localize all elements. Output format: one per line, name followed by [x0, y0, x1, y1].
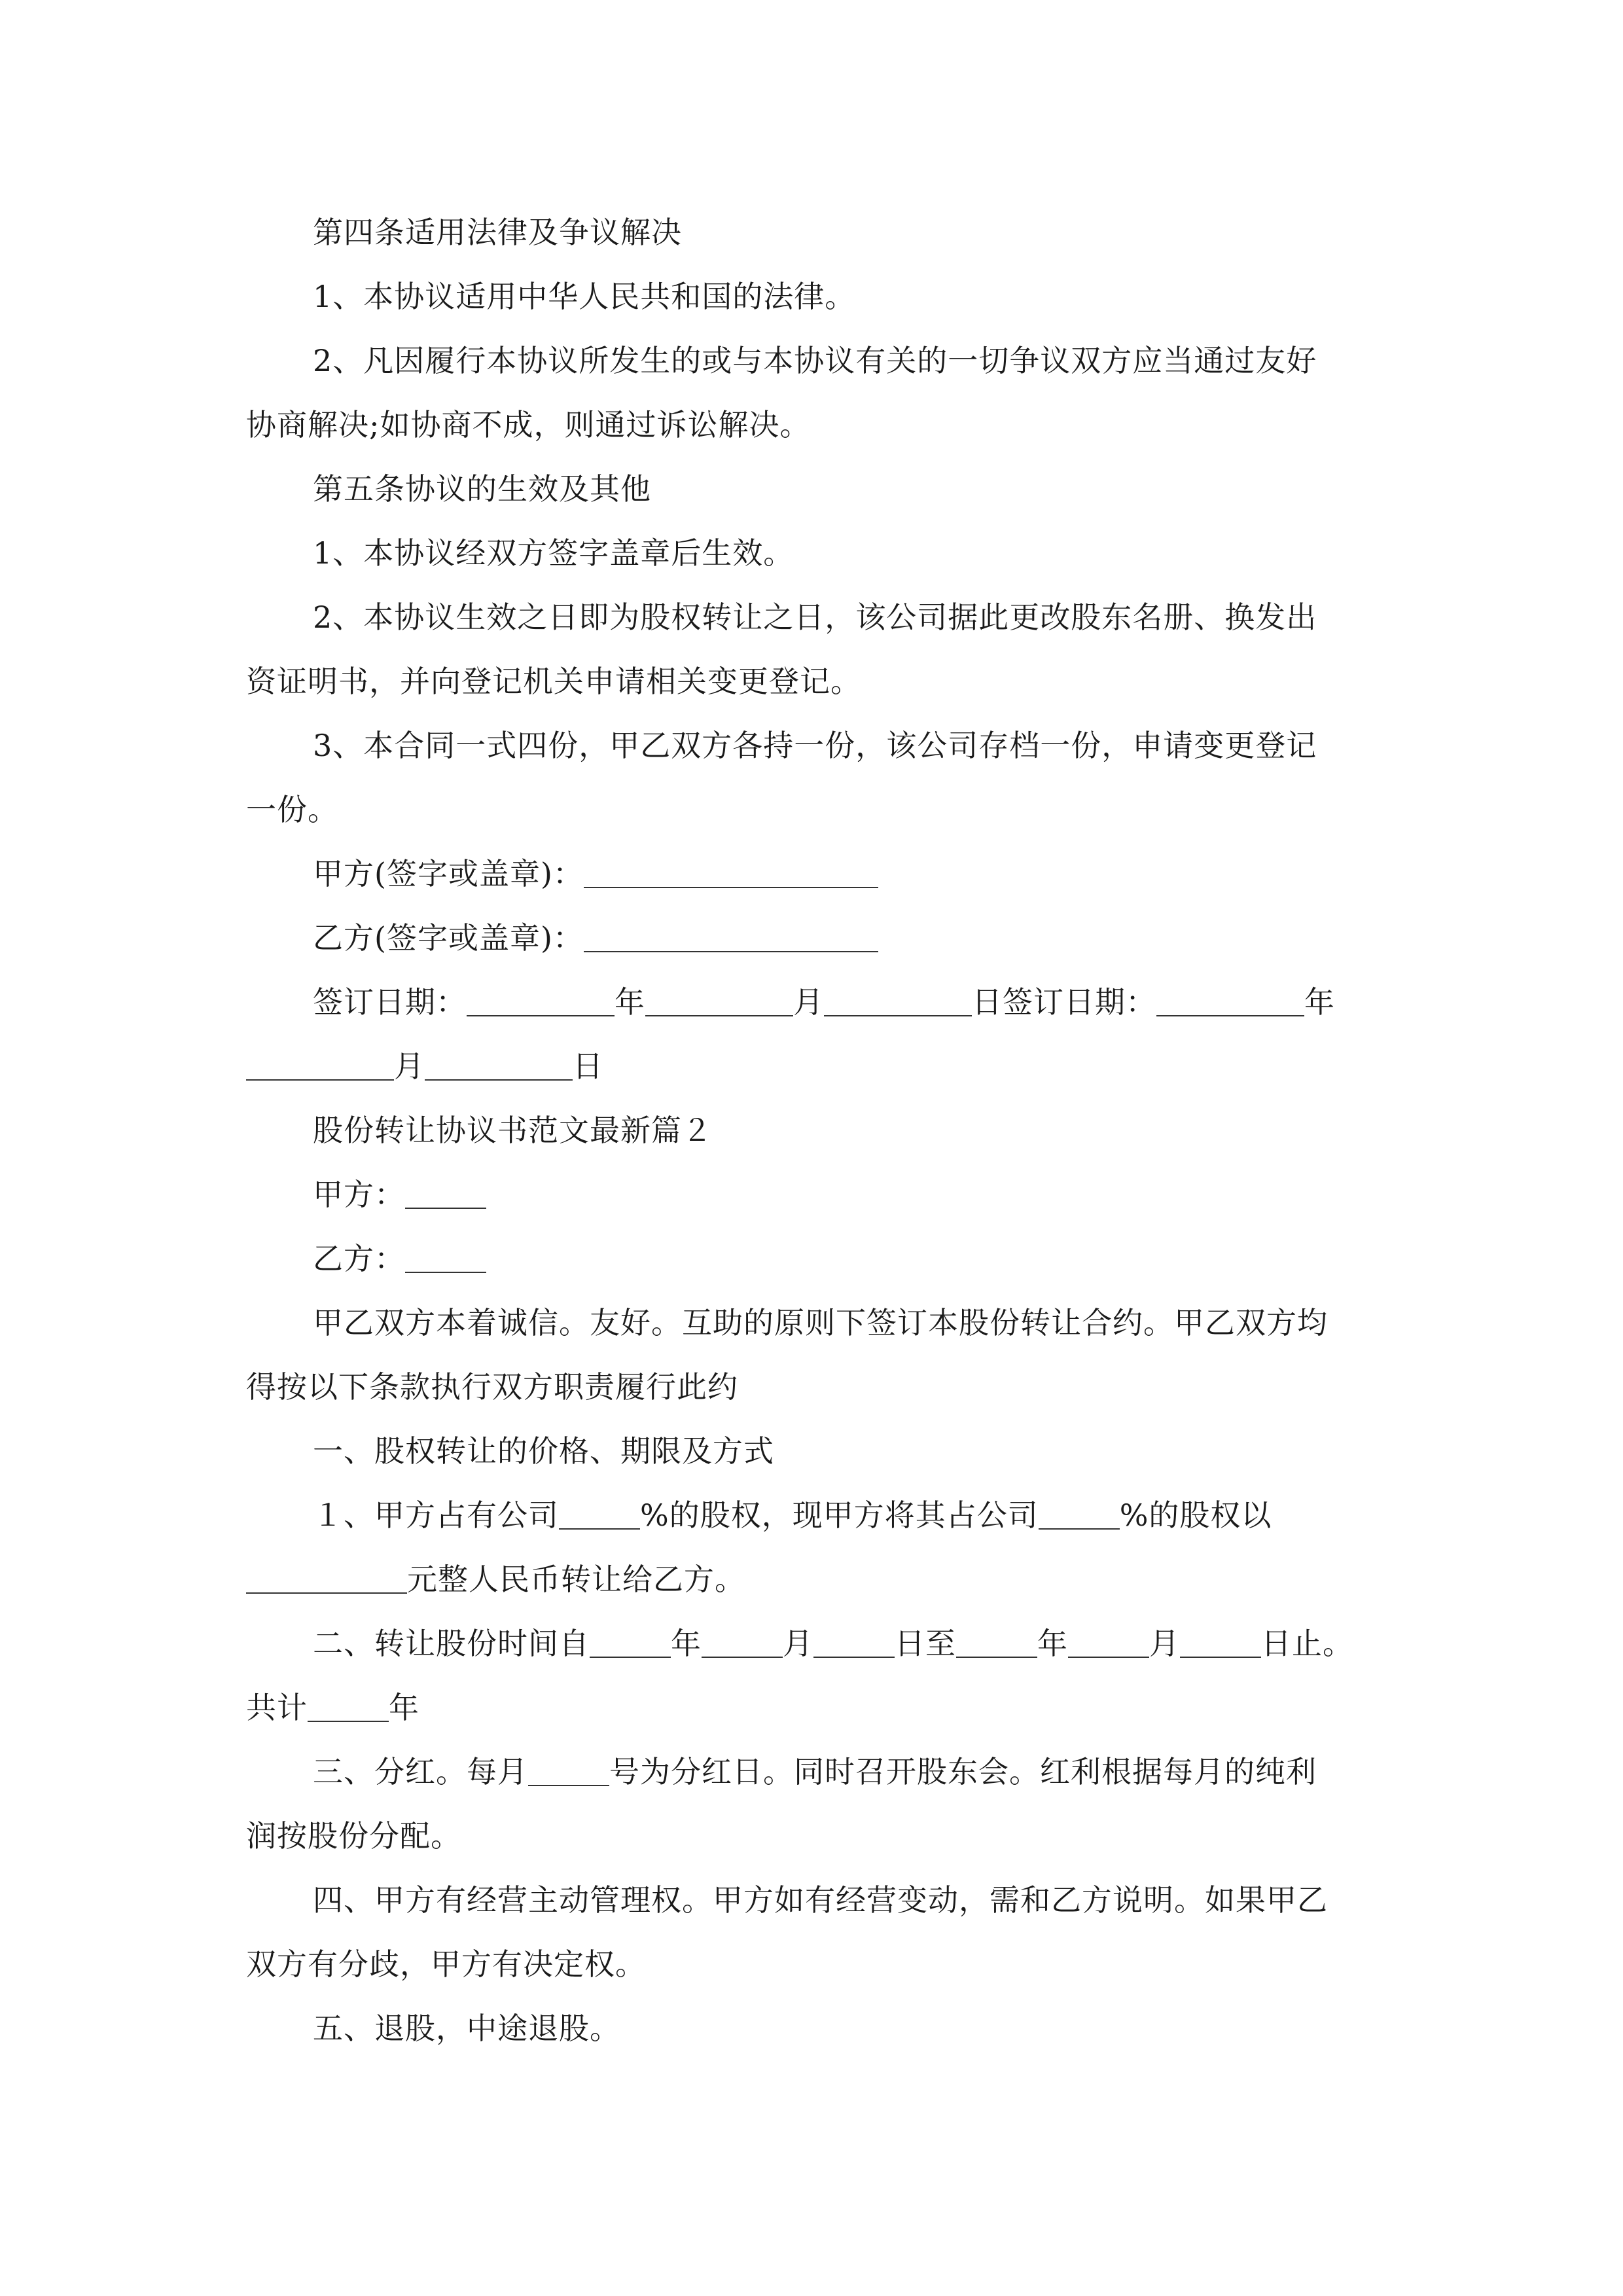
clause-2-text-1: 二、转让股份时间自	[313, 1626, 590, 1661]
day-label-1: 日	[972, 984, 1003, 1020]
dividend-day-blank[interactable]	[528, 1756, 609, 1786]
share-percent-blank-2[interactable]	[1039, 1499, 1120, 1530]
total-years-blank[interactable]	[308, 1692, 389, 1722]
section-2-intro-line-1: 甲乙双方本着诚信。友好。互助的原则下签订本股份转让合约。甲乙双方均	[313, 1305, 1328, 1340]
signing-date-month-blank-2[interactable]	[246, 1050, 394, 1081]
clause-5-row-1: 五、退股，中途退股。	[313, 2011, 620, 2046]
article-5-clause-2-line-2: 资证明书，并向登记机关申请相关变更登记。	[246, 664, 861, 699]
clause-3-text-1: 三、分红。每月	[313, 1754, 528, 1789]
clause-2-month-label-1: 月	[783, 1626, 813, 1661]
signing-date-label-2: 签订日期：	[1003, 984, 1156, 1020]
clause-4-row-2: 双方有分歧，甲方有决定权。	[246, 1946, 646, 1982]
signature-party-a-label: 甲方(签字或盖章)：	[313, 856, 584, 891]
clause-2-day-end-label: 日止。	[1261, 1626, 1353, 1661]
clause-2-year-label-1: 年	[671, 1626, 702, 1661]
price-amount-blank[interactable]	[246, 1564, 407, 1594]
month-label-2: 月	[394, 1049, 425, 1084]
clause-1-row-1	[246, 1483, 1381, 1547]
article-4-clause-2-line-2: 协商解决;如协商不成，则通过诉讼解决。	[246, 407, 811, 442]
clause-1-text-2: %的股权，现甲方将其占公司	[640, 1498, 1039, 1533]
article-5-clause-1: 1、本协议经双方签字盖章后生效。	[313, 535, 794, 571]
signing-date-label-1: 签订日期：	[313, 984, 467, 1020]
signing-date-day-blank-1[interactable]	[824, 986, 972, 1016]
section-2-title: 股份转让协议书范文最新篇２	[313, 1113, 713, 1148]
clause-2-year-label-3: 年	[389, 1690, 419, 1725]
end-year-blank[interactable]	[956, 1628, 1037, 1658]
section-2-party-b-label: 乙方：	[313, 1241, 405, 1276]
clause-4-row-1: 四、甲方有经营主动管理权。甲方如有经营变动，需和乙方说明。如果甲乙	[313, 1882, 1328, 1918]
clause-2-month-label-2: 月	[1149, 1626, 1180, 1661]
clause-3-text-2: 号为分红日。同时召开股东会。红利根据每月的纯利	[609, 1754, 1317, 1789]
article-4-title: 第四条适用法律及争议解决	[313, 215, 682, 250]
day-label-2: 日	[573, 1049, 603, 1084]
clause-1-text-1: １、甲方占有公司	[313, 1498, 559, 1533]
clause-1-row-2	[246, 1547, 1381, 1611]
article-5-title: 第五条协议的生效及其他	[313, 471, 651, 507]
month-label-1: 月	[793, 984, 824, 1020]
article-4-clause-2-line-1: 2、凡因履行本协议所发生的或与本协议有关的一切争议双方应当通过友好	[313, 343, 1317, 378]
article-5-clause-3-line-2: 一份。	[246, 792, 338, 827]
share-percent-blank-1[interactable]	[559, 1499, 640, 1530]
document-body	[246, 200, 1381, 2060]
clause-1-title: 一、股权转让的价格、期限及方式	[313, 1433, 774, 1469]
signing-date-month-blank-1[interactable]	[645, 986, 793, 1016]
section-2-intro-line-2: 得按以下条款执行双方职责履行此约	[246, 1369, 738, 1405]
start-day-blank[interactable]	[813, 1628, 895, 1658]
start-month-blank[interactable]	[702, 1628, 783, 1658]
signing-date-row	[246, 970, 1381, 1034]
end-month-blank[interactable]	[1068, 1628, 1149, 1658]
signature-party-b-blank[interactable]	[584, 922, 878, 952]
signing-date-year-blank-1[interactable]	[467, 986, 615, 1016]
signature-party-a-row	[246, 842, 1381, 906]
signature-party-a-blank[interactable]	[584, 858, 878, 888]
clause-3-row-2: 润按股份分配。	[246, 1818, 461, 1854]
section-2-party-b-blank[interactable]	[405, 1243, 486, 1273]
clause-1-text-3: %的股权以	[1119, 1498, 1272, 1533]
year-label-2: 年	[1304, 984, 1335, 1020]
article-5-clause-2-line-1: 2、本协议生效之日即为股权转让之日，该公司据此更改股东名册、换发出	[313, 600, 1317, 635]
clause-1-text-4: 元整人民币转让给乙方。	[407, 1562, 745, 1597]
clause-3-row-1	[246, 1740, 1381, 1804]
article-4-clause-1: 1、本协议适用中华人民共和国的法律。	[313, 279, 856, 314]
section-2-party-a-blank[interactable]	[405, 1179, 486, 1209]
clause-2-day-to-label: 日至	[895, 1626, 956, 1661]
year-label-1: 年	[615, 984, 645, 1020]
section-2-party-a-row	[246, 1162, 1381, 1227]
clause-2-row-1	[246, 1611, 1381, 1676]
clause-2-row-2	[246, 1676, 1381, 1740]
start-year-blank[interactable]	[590, 1628, 671, 1658]
end-day-blank[interactable]	[1180, 1628, 1261, 1658]
clause-2-total-label: 共计	[246, 1690, 308, 1725]
article-5-clause-3-line-1: 3、本合同一式四份，甲乙双方各持一份，该公司存档一份，申请变更登记	[313, 728, 1317, 763]
section-2-party-a-label: 甲方：	[313, 1177, 405, 1212]
clause-2-year-label-2: 年	[1037, 1626, 1068, 1661]
signing-date-day-blank-2[interactable]	[425, 1050, 573, 1081]
signature-party-b-label: 乙方(签字或盖章)：	[313, 920, 584, 956]
signing-date-row-continued	[246, 1034, 1381, 1098]
signature-party-b-row	[246, 906, 1381, 970]
signing-date-year-blank-2[interactable]	[1156, 986, 1304, 1016]
section-2-party-b-row	[246, 1227, 1381, 1291]
